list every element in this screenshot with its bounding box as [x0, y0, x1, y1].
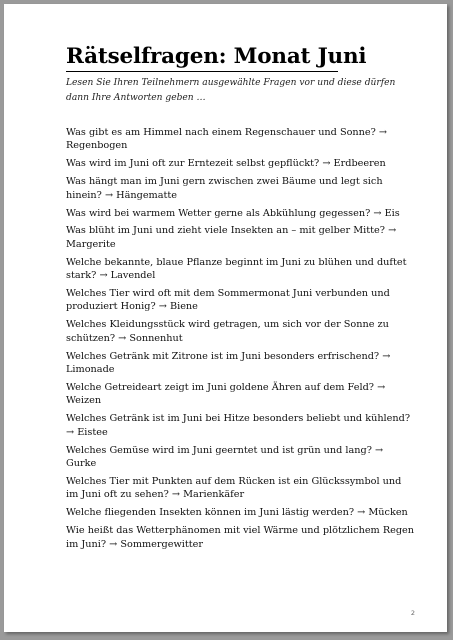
- question-text: Welche bekannte, blaue Pflanze beginnt im Juni zu blühen und duftet stark?: [66, 256, 407, 282]
- page-number: 2: [410, 609, 415, 617]
- question-list: [66, 126, 416, 555]
- question-text: Welches Getränk mit Zitrone ist im Juni besonders erfrischend?: [66, 350, 380, 362]
- answer-text: Eistee: [77, 426, 108, 438]
- question-item: [66, 287, 416, 314]
- answer-text: Sommergewitter: [120, 538, 204, 550]
- answer-text: Marienkäfer: [183, 489, 245, 501]
- arrow-icon: →: [375, 444, 384, 456]
- question-item: [66, 224, 416, 251]
- arrow-icon: →: [109, 538, 118, 550]
- question-text: Welches Kleidungsstück wird getragen, um sich vor der Sonne zu schützen?: [66, 319, 389, 344]
- answer-text: Erdbeeren: [333, 158, 386, 170]
- arrow-icon: →: [378, 127, 388, 138]
- arrow-icon: →: [373, 207, 382, 219]
- question-item: [66, 475, 416, 502]
- question-text: Welches Tier mit Punkten auf dem Rücken ist ein Glückssymbol und im Juni oft zu sehen?: [66, 475, 402, 501]
- answer-text: Mücken: [368, 507, 408, 519]
- arrow-icon: →: [171, 489, 181, 501]
- arrow-icon: →: [118, 332, 127, 344]
- arrow-icon: →: [382, 350, 391, 362]
- question-text: Was hängt man im Juni gern zwischen zwei Bäume und legt sich hinein?: [66, 176, 383, 201]
- answer-text: Lavendel: [110, 270, 156, 282]
- arrow-icon: →: [388, 225, 397, 237]
- question-text: Was wird bei warmem Wetter gerne als Abkühlung gegessen?: [66, 207, 371, 219]
- answer-text: Sonnenhut: [129, 332, 183, 344]
- question-text: Was blüht im Juni und zieht viele Insekten an – mit gelber Mitte?: [66, 225, 385, 237]
- arrow-icon: →: [104, 189, 114, 201]
- question-item: [66, 126, 416, 153]
- question-item: [66, 412, 416, 439]
- question-text: Welche fliegenden Insekten können im Juni lästig werden?: [66, 507, 355, 519]
- page-title: Rätselfragen: Monat Juni: [66, 44, 367, 69]
- arrow-icon: →: [322, 158, 331, 170]
- question-item: [66, 256, 416, 283]
- question-item: [66, 381, 416, 408]
- answer-text: Hängematte: [116, 189, 178, 201]
- question-text: Welche Getreideart zeigt im Juni goldene Ähren auf dem Feld?: [66, 382, 374, 393]
- question-item: [66, 506, 416, 519]
- question-text: Was wird im Juni oft zur Erntezeit selbst gepflückt?: [66, 158, 320, 170]
- answer-text: Biene: [169, 301, 198, 313]
- question-item: [66, 207, 416, 220]
- question-item: [66, 524, 416, 551]
- question-text: Was gibt es am Himmel nach einem Regenschauer und Sonne?: [66, 127, 376, 138]
- arrow-icon: →: [357, 507, 366, 519]
- question-item: [66, 350, 416, 377]
- answer-text: Regenbogen: [66, 140, 128, 152]
- title-underline: [66, 71, 338, 72]
- question-item: [66, 157, 416, 170]
- answer-text: Margerite: [66, 238, 116, 250]
- answer-text: Gurke: [66, 458, 97, 470]
- answer-text: Eis: [384, 207, 400, 219]
- arrow-icon: →: [158, 301, 167, 313]
- arrow-icon: →: [66, 426, 75, 438]
- answer-text: Limonade: [66, 364, 115, 376]
- page-subtitle: Lesen Sie Ihren Teilnehmern ausgewählte Fragen vor und diese dürfen dann Ihre Antworten geben …: [66, 78, 396, 103]
- document-page: [4, 4, 447, 632]
- question-text: Welches Getränk ist im Juni bei Hitze besonders beliebt und kühlend?: [66, 413, 411, 425]
- question-text: Wie heißt das Wetterphänomen mit viel Wärme und plötzlichem Regen im Juni?: [66, 525, 415, 550]
- question-text: Welches Gemüse wird im Juni geerntet und ist grün und lang?: [66, 444, 372, 456]
- answer-text: Weizen: [66, 395, 102, 407]
- question-item: [66, 318, 416, 345]
- question-item: [66, 175, 416, 202]
- question-text: Welches Tier wird oft mit dem Sommermonat Juni verbunden und produziert Honig?: [66, 288, 390, 313]
- arrow-icon: →: [99, 270, 108, 282]
- question-item: [66, 444, 416, 471]
- arrow-icon: →: [377, 382, 386, 393]
